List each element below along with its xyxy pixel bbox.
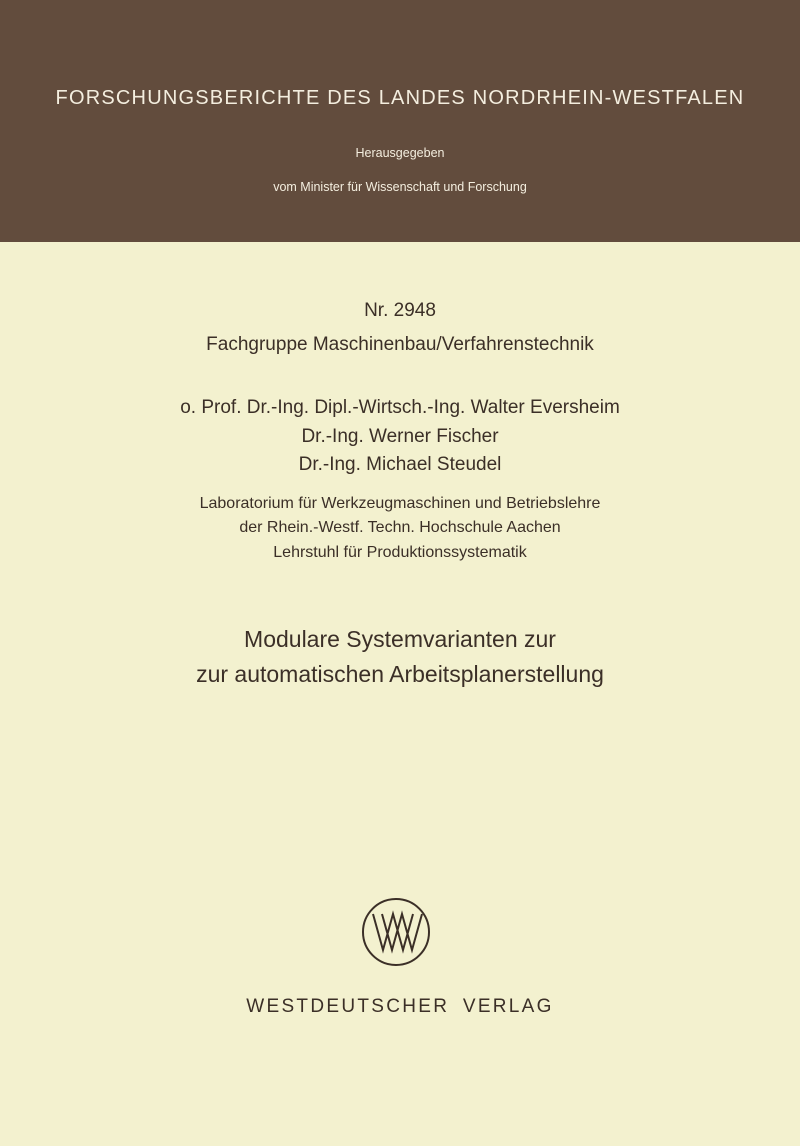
institution-line-2: der Rhein.-Westf. Techn. Hochschule Aachen bbox=[239, 519, 561, 536]
author-3: Dr.-Ing. Michael Steudel bbox=[298, 454, 502, 475]
report-group: Fachgruppe Maschinenbau/Verfahrenstechnik bbox=[206, 334, 594, 355]
editor-line-1: Herausgegeben bbox=[355, 146, 445, 160]
institution-line-3: Lehrstuhl für Produktionssystematik bbox=[273, 544, 527, 561]
author-2: Dr.-Ing. Werner Fischer bbox=[301, 426, 499, 447]
author-1: o. Prof. Dr.-Ing. Dipl.-Wirtsch.-Ing. Walter Eversheim bbox=[180, 397, 620, 418]
publisher-name: WESTDEUTSCHER VERLAG bbox=[246, 996, 554, 1017]
title-line-2: zur automatischen Arbeitsplanerstellung bbox=[196, 661, 604, 687]
title-line-1: Modulare Systemvarianten zur bbox=[244, 626, 556, 652]
wv-logo-icon bbox=[360, 896, 432, 968]
institution-line-1: Laboratorium für Werkzeugmaschinen und Betriebslehre bbox=[199, 495, 601, 512]
series-title: FORSCHUNGSBERICHTE DES LANDES NORDRHEIN-WESTFALEN bbox=[55, 87, 745, 109]
report-number: Nr. 2948 bbox=[364, 300, 436, 321]
header-band bbox=[0, 0, 800, 242]
editor-line-2: vom Minister für Wissenschaft und Forschung bbox=[273, 180, 527, 194]
